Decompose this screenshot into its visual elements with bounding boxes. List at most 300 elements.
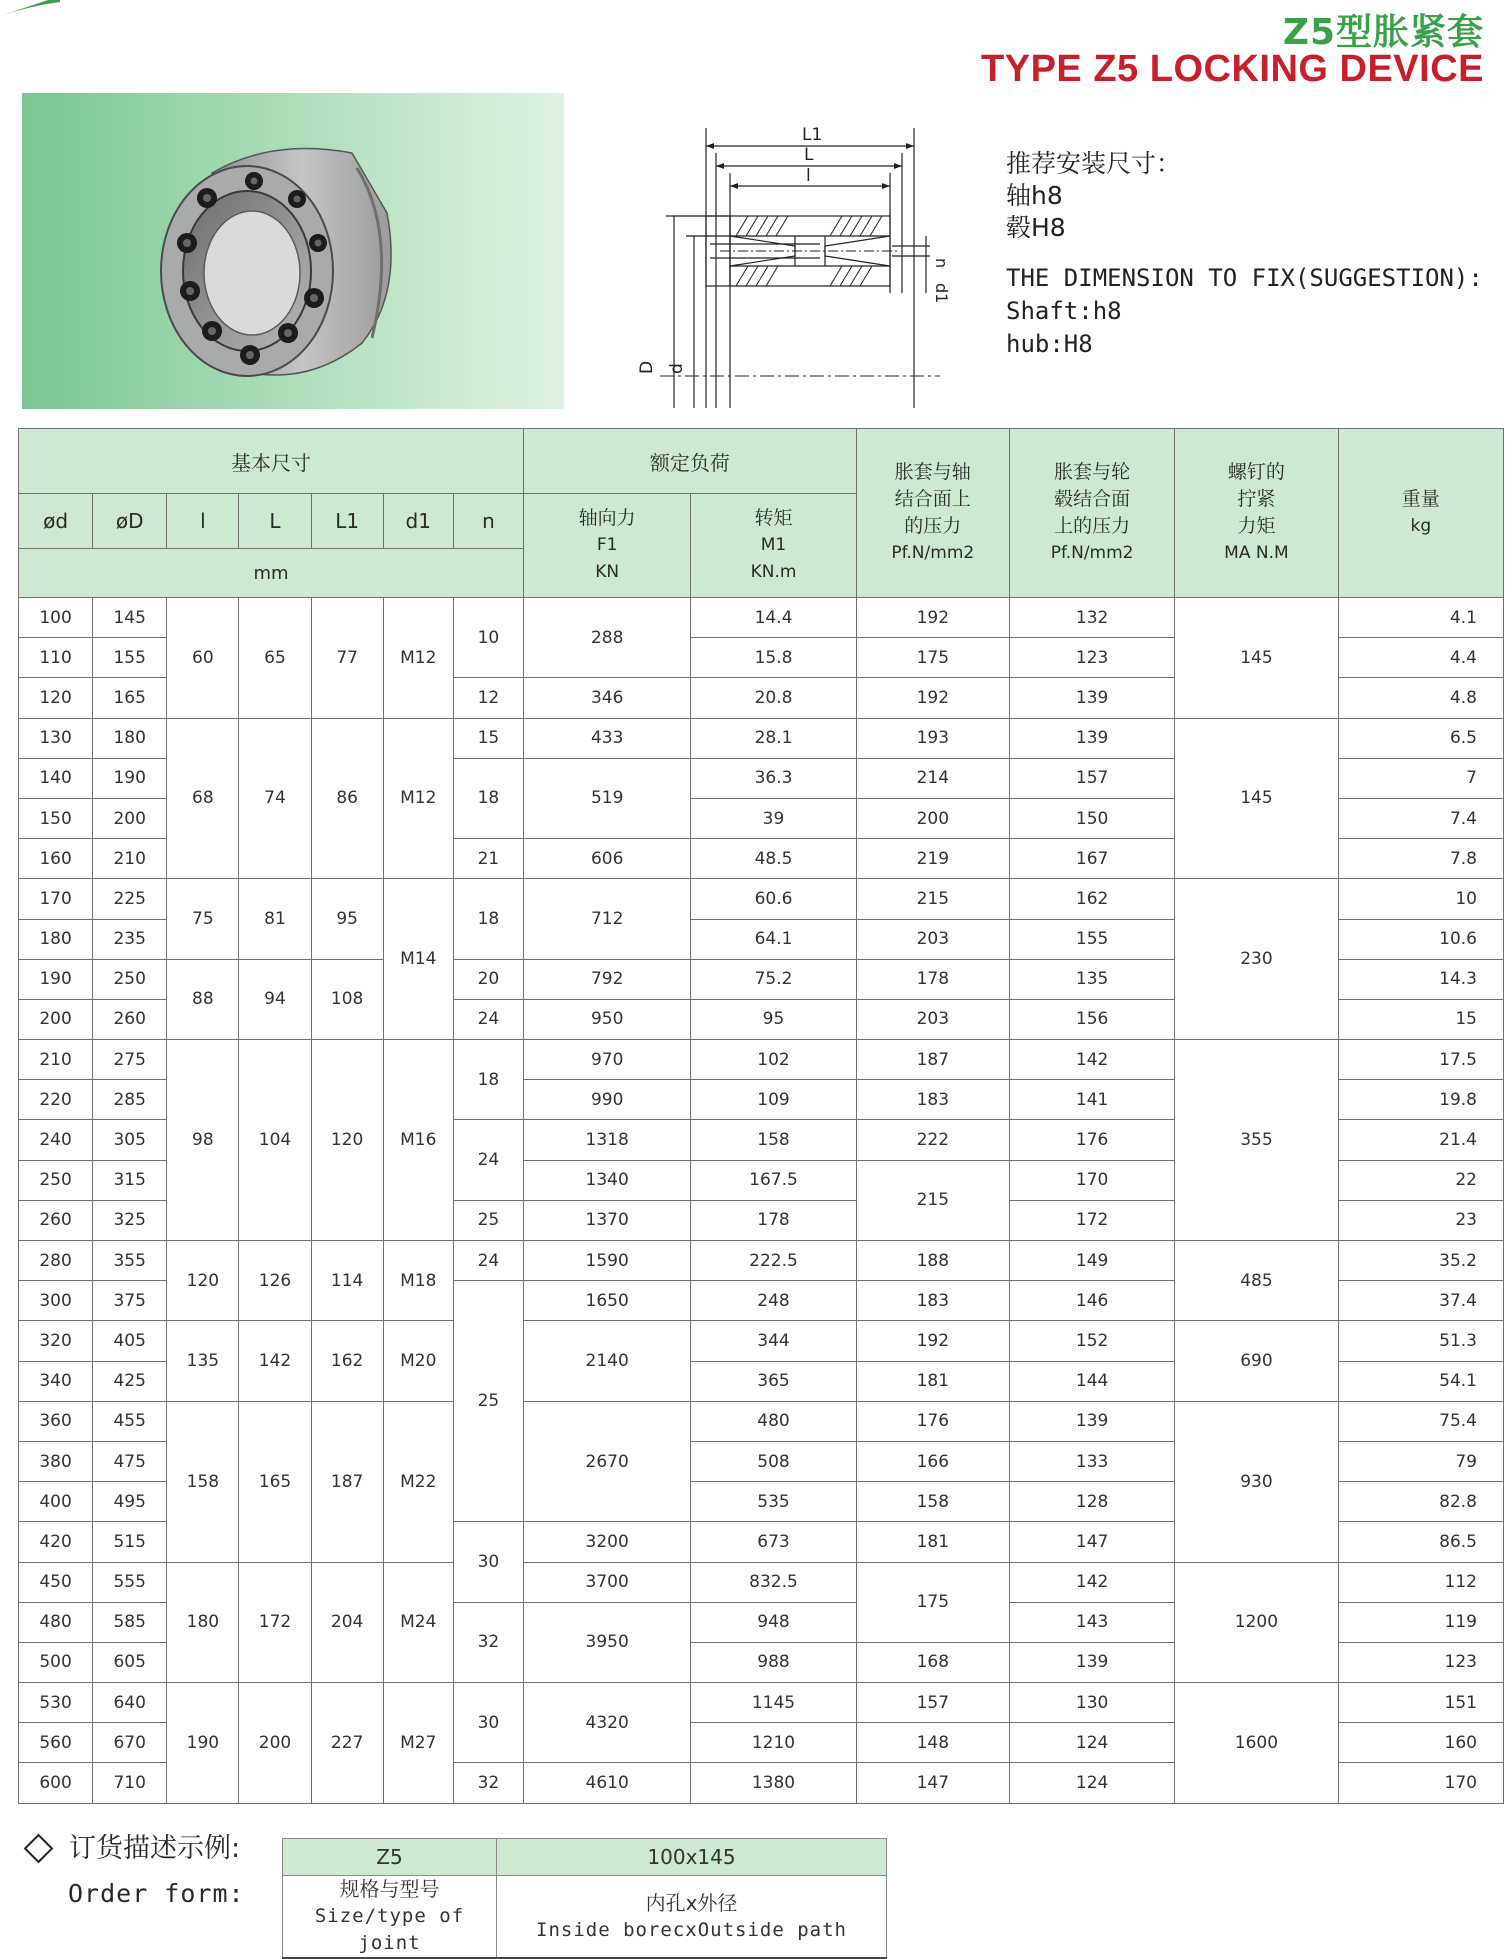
table-cell: 142: [1009, 1040, 1174, 1080]
table-cell: 175: [856, 638, 1009, 678]
table-cell: 1600: [1175, 1683, 1338, 1804]
label-l: l: [806, 166, 811, 186]
table-cell: 12: [453, 678, 523, 718]
header-d1: d1: [383, 494, 453, 549]
table-cell: 175: [856, 1562, 1009, 1642]
table-cell: 450: [19, 1562, 93, 1602]
table-cell: 110: [19, 638, 93, 678]
table-cell: 37.4: [1338, 1281, 1503, 1321]
table-cell: 178: [691, 1200, 856, 1240]
table-cell: 151: [1338, 1683, 1503, 1723]
table-cell: 183: [856, 1281, 1009, 1321]
table-cell: 139: [1009, 1401, 1174, 1441]
table-cell: 77: [311, 598, 383, 719]
table-cell: 4320: [524, 1683, 691, 1763]
table-cell: 192: [856, 598, 1009, 638]
order-size-caption: 内孔x外径 Inside borecxOutside path: [497, 1876, 887, 1959]
label-n: n: [932, 258, 951, 269]
table-cell: 227: [311, 1683, 383, 1804]
table-cell: 260: [19, 1200, 93, 1240]
table-cell: 10: [453, 598, 523, 678]
table-cell: 75.2: [691, 959, 856, 999]
table-cell: 145: [1175, 718, 1338, 879]
table-cell: 23: [1338, 1200, 1503, 1240]
table-cell: 139: [1009, 678, 1174, 718]
table-cell: 475: [93, 1441, 167, 1481]
table-cell: 143: [1009, 1602, 1174, 1642]
header-shaft-pressure: 胀套与轴 结合面上 的压力 Pf.N/mm2: [856, 429, 1009, 598]
product-photo: [22, 93, 564, 409]
table-cell: 142: [239, 1321, 311, 1401]
table-cell: 1318: [524, 1120, 691, 1160]
table-cell: 128: [1009, 1482, 1174, 1522]
table-cell: 530: [19, 1683, 93, 1723]
note-cn-title: 推荐安装尺寸：: [1006, 149, 1182, 178]
header-screw-torque: 螺钉的 拧紧 力矩 MA N.M: [1175, 429, 1338, 598]
table-cell: 145: [93, 598, 167, 638]
table-cell: 95: [311, 879, 383, 959]
table-cell: 21.4: [1338, 1120, 1503, 1160]
table-cell: 140: [19, 758, 93, 798]
table-row: [19, 598, 1504, 638]
table-cell: 36.3: [691, 758, 856, 798]
table-cell: 203: [856, 999, 1009, 1039]
table-cell: 109: [691, 1080, 856, 1120]
table-cell: 380: [19, 1441, 93, 1481]
table-cell: 112: [1338, 1562, 1503, 1602]
table-cell: 132: [1009, 598, 1174, 638]
table-cell: 2140: [524, 1321, 691, 1401]
table-cell: 165: [239, 1401, 311, 1562]
table-cell: 19.8: [1338, 1080, 1503, 1120]
table-cell: 145: [1175, 598, 1338, 719]
table-cell: 178: [856, 959, 1009, 999]
table-cell: 988: [691, 1642, 856, 1682]
table-cell: 2670: [524, 1401, 691, 1522]
table-cell: 420: [19, 1522, 93, 1562]
table-cell: 74: [239, 718, 311, 879]
table-cell: 250: [19, 1160, 93, 1200]
table-cell: 640: [93, 1683, 167, 1723]
table-cell: 555: [93, 1562, 167, 1602]
diamond-icon: [24, 1833, 54, 1863]
table-row: [19, 879, 1504, 919]
table-cell: 150: [19, 798, 93, 838]
table-cell: 200: [93, 798, 167, 838]
table-cell: 144: [1009, 1361, 1174, 1401]
table-cell: 167: [1009, 839, 1174, 879]
table-cell: 519: [524, 758, 691, 838]
table-cell: 176: [856, 1401, 1009, 1441]
table-cell: 187: [856, 1040, 1009, 1080]
table-cell: 60.6: [691, 879, 856, 919]
table-cell: 64.1: [691, 919, 856, 959]
table-cell: 82.8: [1338, 1482, 1503, 1522]
table-row: [19, 1683, 1504, 1723]
table-cell: 54.1: [1338, 1361, 1503, 1401]
table-cell: 832.5: [691, 1562, 856, 1602]
note-cn-hub: 毂H8: [1006, 213, 1066, 242]
table-cell: 81: [239, 879, 311, 959]
table-cell: 180: [167, 1562, 239, 1683]
table-cell: 142: [1009, 1562, 1174, 1602]
table-cell: 230: [1175, 879, 1338, 1040]
table-cell: 200: [856, 798, 1009, 838]
table-cell: 1145: [691, 1683, 856, 1723]
order-size-value: 100x145: [497, 1839, 887, 1876]
table-cell: 155: [93, 638, 167, 678]
table-cell: 560: [19, 1723, 93, 1763]
table-cell: 248: [691, 1281, 856, 1321]
table-cell: 6.5: [1338, 718, 1503, 758]
table-cell: 24: [453, 1241, 523, 1281]
order-type-caption: 规格与型号 Size/type of joint: [283, 1876, 497, 1959]
table-cell: 405: [93, 1321, 167, 1361]
table-cell: 4610: [524, 1763, 691, 1803]
table-cell: 133: [1009, 1441, 1174, 1481]
table-cell: 948: [691, 1602, 856, 1642]
table-cell: 4.8: [1338, 678, 1503, 718]
table-cell: 1340: [524, 1160, 691, 1200]
table-cell: 180: [93, 718, 167, 758]
table-cell: M18: [383, 1241, 453, 1321]
table-cell: 433: [524, 718, 691, 758]
table-cell: 139: [1009, 718, 1174, 758]
header-n: n: [453, 494, 523, 549]
label-d: d: [667, 363, 687, 374]
table-cell: 20.8: [691, 678, 856, 718]
table-cell: 600: [19, 1763, 93, 1803]
table-cell: 970: [524, 1040, 691, 1080]
header-rated-load: 额定负荷: [524, 429, 857, 494]
table-cell: 710: [93, 1763, 167, 1803]
table-cell: 535: [691, 1482, 856, 1522]
table-cell: 275: [93, 1040, 167, 1080]
table-cell: 1380: [691, 1763, 856, 1803]
table-cell: 147: [856, 1763, 1009, 1803]
table-cell: 20: [453, 959, 523, 999]
table-cell: 18: [453, 1040, 523, 1120]
table-cell: 260: [93, 999, 167, 1039]
table-cell: 141: [1009, 1080, 1174, 1120]
table-cell: 108: [311, 959, 383, 1039]
table-cell: 219: [856, 839, 1009, 879]
table-cell: 690: [1175, 1321, 1338, 1401]
table-cell: 165: [93, 678, 167, 718]
table-cell: 17.5: [1338, 1040, 1503, 1080]
table-cell: 365: [691, 1361, 856, 1401]
note-en-hub: hub:H8: [1006, 330, 1093, 358]
header-D: øD: [93, 494, 167, 549]
table-cell: 508: [691, 1441, 856, 1481]
table-cell: 168: [856, 1642, 1009, 1682]
header-L: L: [239, 494, 311, 549]
table-cell: 792: [524, 959, 691, 999]
table-cell: 120: [311, 1040, 383, 1241]
table-cell: 156: [1009, 999, 1174, 1039]
table-cell: 1370: [524, 1200, 691, 1240]
order-form-label: Order form:: [68, 1879, 245, 1908]
table-cell: 18: [453, 879, 523, 959]
table-cell: 355: [1175, 1040, 1338, 1241]
table-cell: 167.5: [691, 1160, 856, 1200]
table-cell: 315: [93, 1160, 167, 1200]
table-cell: 215: [856, 1160, 1009, 1240]
table-cell: 126: [239, 1241, 311, 1321]
table-cell: 14.3: [1338, 959, 1503, 999]
table-row: [19, 1040, 1504, 1080]
label-D: D: [637, 360, 657, 374]
table-cell: 1210: [691, 1723, 856, 1763]
table-cell: 712: [524, 879, 691, 959]
table-cell: 32: [453, 1602, 523, 1682]
table-cell: 215: [856, 879, 1009, 919]
table-cell: 193: [856, 718, 1009, 758]
table-cell: 119: [1338, 1602, 1503, 1642]
table-cell: M12: [383, 598, 453, 719]
table-cell: 95: [691, 999, 856, 1039]
table-cell: 1590: [524, 1241, 691, 1281]
table-cell: 94: [239, 959, 311, 1039]
table-cell: 222: [856, 1120, 1009, 1160]
table-cell: 360: [19, 1401, 93, 1441]
table-cell: 79: [1338, 1441, 1503, 1481]
table-cell: 152: [1009, 1321, 1174, 1361]
table-cell: 375: [93, 1281, 167, 1321]
table-cell: 515: [93, 1522, 167, 1562]
table-row: [19, 718, 1504, 758]
table-cell: 170: [19, 879, 93, 919]
note-en-shaft: Shaft:h8: [1006, 297, 1122, 325]
table-cell: 7.8: [1338, 839, 1503, 879]
header-l: l: [167, 494, 239, 549]
table-cell: 100: [19, 598, 93, 638]
label-d1: d1: [932, 283, 951, 304]
table-cell: 104: [239, 1040, 311, 1241]
table-cell: 7: [1338, 758, 1503, 798]
table-cell: 135: [167, 1321, 239, 1401]
table-cell: 170: [1009, 1160, 1174, 1200]
table-cell: 147: [1009, 1522, 1174, 1562]
header-torque: 转矩 M1 KN.m: [691, 494, 856, 598]
table-cell: 500: [19, 1642, 93, 1682]
header-d: ød: [19, 494, 93, 549]
table-cell: 51.3: [1338, 1321, 1503, 1361]
table-cell: 930: [1175, 1401, 1338, 1562]
table-cell: 149: [1009, 1241, 1174, 1281]
table-cell: 123: [1009, 638, 1174, 678]
table-cell: 4.1: [1338, 598, 1503, 638]
table-cell: 135: [1009, 959, 1174, 999]
table-cell: 25: [453, 1281, 523, 1522]
table-cell: 88: [167, 959, 239, 1039]
table-cell: 190: [93, 758, 167, 798]
table-row: [19, 1401, 1504, 1441]
table-cell: 21: [453, 839, 523, 879]
table-cell: 188: [856, 1241, 1009, 1281]
table-cell: 200: [19, 999, 93, 1039]
table-cell: 288: [524, 598, 691, 678]
table-cell: 155: [1009, 919, 1174, 959]
label-L1: L1: [802, 125, 823, 145]
table-cell: 18: [453, 758, 523, 838]
corner-accent-decoration: [0, 0, 60, 16]
table-cell: 495: [93, 1482, 167, 1522]
table-cell: 181: [856, 1361, 1009, 1401]
table-cell: 605: [93, 1642, 167, 1682]
table-cell: 158: [856, 1482, 1009, 1522]
table-row: [19, 1321, 1504, 1361]
table-cell: 120: [167, 1241, 239, 1321]
table-cell: 10.6: [1338, 919, 1503, 959]
table-cell: 172: [239, 1562, 311, 1683]
header-unit-mm: mm: [19, 549, 524, 598]
table-cell: 480: [19, 1602, 93, 1642]
table-cell: 183: [856, 1080, 1009, 1120]
table-cell: 10: [1338, 879, 1503, 919]
page-title-cn: Z5型胀紧套: [1282, 12, 1484, 53]
table-cell: 346: [524, 678, 691, 718]
table-cell: 400: [19, 1482, 93, 1522]
table-cell: 68: [167, 718, 239, 879]
table-cell: 86: [311, 718, 383, 879]
table-cell: 4.4: [1338, 638, 1503, 678]
table-cell: 355: [93, 1241, 167, 1281]
table-cell: M24: [383, 1562, 453, 1683]
locking-device-image: [22, 93, 564, 409]
table-cell: 130: [19, 718, 93, 758]
table-cell: 124: [1009, 1763, 1174, 1803]
table-cell: 98: [167, 1040, 239, 1241]
table-cell: 65: [239, 598, 311, 719]
table-cell: 24: [453, 1120, 523, 1200]
header-weight: 重量 kg: [1338, 429, 1503, 598]
table-cell: M27: [383, 1683, 453, 1804]
table-cell: 24: [453, 999, 523, 1039]
table-cell: 344: [691, 1321, 856, 1361]
table-cell: M16: [383, 1040, 453, 1241]
table-cell: 1650: [524, 1281, 691, 1321]
table-cell: 300: [19, 1281, 93, 1321]
note-cn-shaft: 轴h8: [1006, 181, 1063, 210]
order-type-value: Z5: [283, 1839, 497, 1876]
table-cell: 210: [19, 1040, 93, 1080]
table-cell: 30: [453, 1683, 523, 1763]
table-cell: 425: [93, 1361, 167, 1401]
table-cell: 455: [93, 1401, 167, 1441]
table-cell: 585: [93, 1602, 167, 1642]
table-cell: 190: [167, 1683, 239, 1804]
table-cell: 280: [19, 1241, 93, 1281]
table-cell: 157: [856, 1683, 1009, 1723]
table-cell: 192: [856, 1321, 1009, 1361]
table-cell: 285: [93, 1080, 167, 1120]
table-cell: M12: [383, 718, 453, 879]
table-cell: 225: [93, 879, 167, 919]
header-basic-dimensions: 基本尺寸: [19, 429, 524, 494]
table-cell: 3700: [524, 1562, 691, 1602]
table-cell: 210: [93, 839, 167, 879]
order-title: 订货描述示例:: [22, 1826, 240, 1865]
table-row: [19, 1241, 1504, 1281]
page-title-en: TYPE Z5 LOCKING DEVICE: [981, 48, 1484, 90]
table-cell: 192: [856, 678, 1009, 718]
table-cell: 75.4: [1338, 1401, 1503, 1441]
table-cell: 123: [1338, 1642, 1503, 1682]
table-cell: 325: [93, 1200, 167, 1240]
table-cell: 235: [93, 919, 167, 959]
header-hub-pressure: 胀套与轮 毂结合面 上的压力 Pf.N/mm2: [1009, 429, 1174, 598]
order-example-table: [282, 1838, 887, 1959]
table-cell: 15: [1338, 999, 1503, 1039]
table-cell: 35.2: [1338, 1241, 1503, 1281]
table-cell: 200: [239, 1683, 311, 1804]
table-cell: 7.4: [1338, 798, 1503, 838]
table-cell: 102: [691, 1040, 856, 1080]
table-cell: 158: [691, 1120, 856, 1160]
table-cell: 162: [1009, 879, 1174, 919]
table-cell: 3950: [524, 1602, 691, 1682]
table-cell: 172: [1009, 1200, 1174, 1240]
table-cell: 990: [524, 1080, 691, 1120]
table-cell: 220: [19, 1080, 93, 1120]
table-cell: 240: [19, 1120, 93, 1160]
table-cell: 32: [453, 1763, 523, 1803]
table-cell: 222.5: [691, 1241, 856, 1281]
table-cell: 181: [856, 1522, 1009, 1562]
header-axial-force: 轴向力 F1 KN: [524, 494, 691, 598]
table-cell: 214: [856, 758, 1009, 798]
table-cell: 180: [19, 919, 93, 959]
table-cell: 124: [1009, 1723, 1174, 1763]
table-cell: 15.8: [691, 638, 856, 678]
table-cell: 139: [1009, 1642, 1174, 1682]
table-cell: 148: [856, 1723, 1009, 1763]
table-cell: 120: [19, 678, 93, 718]
table-cell: 166: [856, 1441, 1009, 1481]
installation-notes: [1006, 148, 1483, 361]
table-cell: 673: [691, 1522, 856, 1562]
table-cell: 187: [311, 1401, 383, 1562]
table-cell: 60: [167, 598, 239, 719]
table-cell: 606: [524, 839, 691, 879]
table-cell: 48.5: [691, 839, 856, 879]
table-cell: 158: [167, 1401, 239, 1562]
table-cell: 305: [93, 1120, 167, 1160]
table-cell: 14.4: [691, 598, 856, 638]
table-cell: 22: [1338, 1160, 1503, 1200]
table-cell: 160: [1338, 1723, 1503, 1763]
table-cell: 204: [311, 1562, 383, 1683]
table-cell: 146: [1009, 1281, 1174, 1321]
label-L: L: [804, 145, 814, 165]
table-cell: 340: [19, 1361, 93, 1401]
table-cell: 150: [1009, 798, 1174, 838]
table-cell: 15: [453, 718, 523, 758]
table-cell: 75: [167, 879, 239, 959]
table-cell: 3200: [524, 1522, 691, 1562]
table-cell: M14: [383, 879, 453, 1040]
table-cell: 203: [856, 919, 1009, 959]
table-cell: 28.1: [691, 718, 856, 758]
table-cell: 485: [1175, 1241, 1338, 1321]
table-cell: 250: [93, 959, 167, 999]
table-cell: 39: [691, 798, 856, 838]
table-cell: M22: [383, 1401, 453, 1562]
spec-table: [18, 428, 1504, 1804]
table-cell: 30: [453, 1522, 523, 1602]
table-cell: 670: [93, 1723, 167, 1763]
